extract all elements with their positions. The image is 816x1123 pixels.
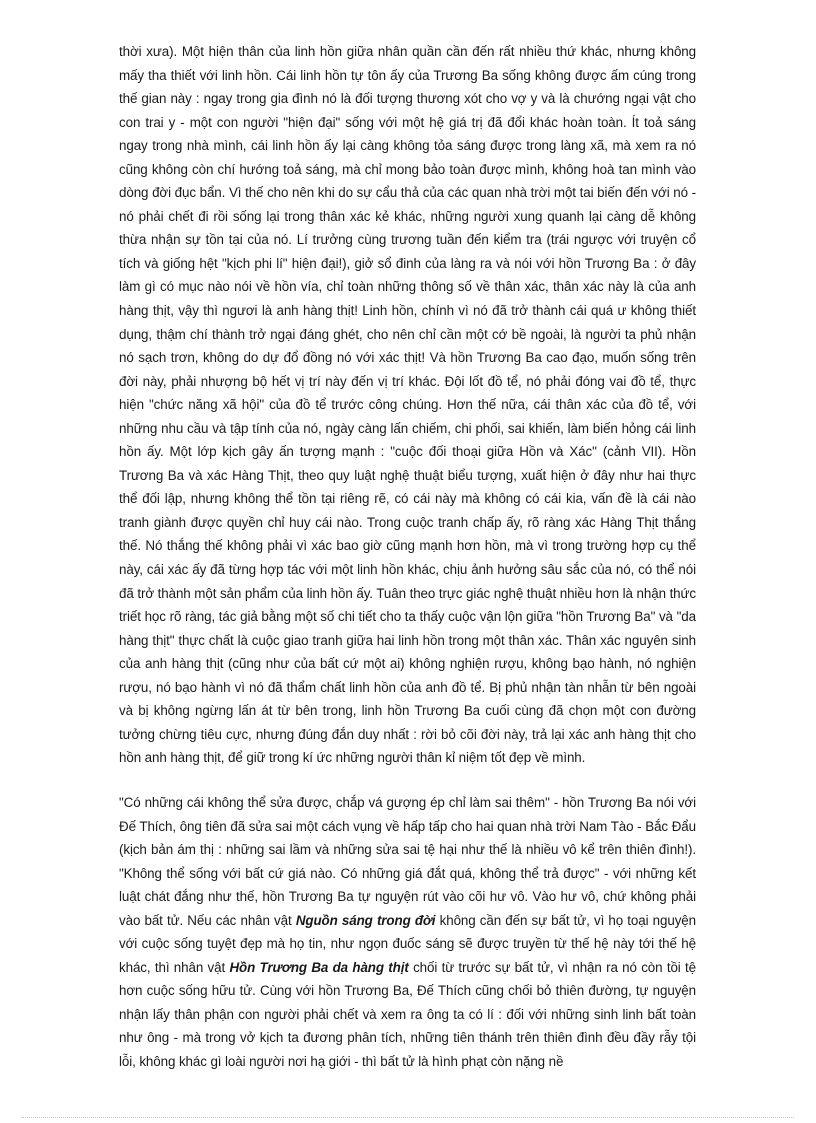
paragraph-2 — [119, 791, 696, 1074]
paragraph-2-text-a: "Có những cái không thể sửa được, chắp vá gượng ép chỉ làm sai thêm" - hồn Trương Ba nói với Đế Thích, ông tiên đã sửa sai một cách vụng về hấp tấp cho hai quan nhà trời Nam Tào - Bắc Đẩu (kịch bản ám thị : những sai lầm và những sửa sai tệ hại như thế là nhiều vô kể trên thiên đình!). "Không thể sống với bất cứ giá nào. Có những giá đắt quá, không thể trả được" - với những kết luật chát đắng như thế, hồn Trương Ba tự nguyện rút vào cõi hư vô. Vào hư vô, chứ không phải vào bất tử. Nếu các nhân vật — [119, 794, 696, 928]
paragraph-2-text-c: chối từ trước sự bất tử, vì nhận ra nó còn tồi tệ hơn cuộc sống hữu tử. Cùng với hồn Trương Ba, Đế Thích cũng chối bỏ thiên đường, tự nguyện nhận lấy thân phận con người phải chết và xem ra ông ta có lí : đối với những sinh linh bất toàn như ông - mà trong vở kịch ta đương phân tích, những tiên thánh trên thiên đình đều đầy rẫy tội lỗi, không khác gì loài người nơi hạ giới - thì bất tử là hình phạt còn nặng nề — [119, 959, 696, 1069]
page-bottom-edge — [22, 1117, 794, 1118]
work-title-hon-truong-ba: Hồn Trương Ba da hàng thịt — [229, 959, 409, 975]
document-page — [119, 40, 696, 1074]
work-title-nguon-sang-trong-doi: Nguồn sáng trong đời — [295, 912, 436, 928]
paragraph-1-text: thời xưa). Một hiện thân của linh hồn giữa nhân quần cần đến rất nhiều thứ khác, nhưng không mấy tha thiết với linh hồn. Cái linh hồn tự tôn ấy của Trương Ba sống không được ấm cúng trong thế gian này : ngay trong gia đình nó là đối tượng thương xót cho vợ y và là chướng ngại vật cho con trai y - một con người "hiện đại" sống với một hệ giá trị đã đổi khác hoàn toàn. Ít toả sáng ngay trong nhà mình, cái linh hồn ấy lại càng không tỏa sáng được trong làng xã, mà xem ra nó cũng không còn chí hướng toả sáng, mà chỉ mong bảo toàn được mình, không hoà tan mình vào dòng đời đục bẩn. Vì thế cho nên khi do sự cẩu thả của các quan nhà trời một tai biến đến với nó - nó phải chết đi rồi sống lại trong thân xác kẻ khác, những người xung quanh lại càng dễ không thừa nhận sự tồn tại của nó. Lí trưởng cùng trương tuần đến kiểm tra (trái ngược với truyện cổ tích và giống hệt "kịch phi lí" hiện đại!), giở sổ đinh của làng ra và nói với hồn Trương Ba : ở đây làm gì có mục nào nói về hồn vía, chỉ toàn những thông số về thân xác, thân xác này là của anh hàng thịt, vậy thì ngươi là anh hàng thịt! Linh hồn, chính vì nó đã trở thành cái quá ư không thiết dụng, thậm chí thành trở ngại đáng ghét, cho nên chỉ cần một cớ bề ngoài, là người ta phủ nhận nó sạch trơn, không do dự đổ đồng nó với xác thịt! Và hồn Trương Ba cao đạo, muốn sống trên đời này, phải nhượng bộ hết vị trí này đến vị trí khác. Đội lốt đồ tể, nó phải đóng vai đồ tể, thực hiện "chức năng xã hội" của đồ tể trước công chúng. Hơn thế nữa, cái thân xác của đồ tể, với những nhu cầu và tập tính của nó, ngày càng lấn chiếm, chi phối, sai khiến, làm biến hỏng cái linh hồn ấy. Một lớp kịch gây ấn tượng mạnh : "cuộc đối thoại giữa Hồn và Xác" (cảnh VII). Hồn Trương Ba và xác Hàng Thịt, theo quy luật nghệ thuật biểu tượng, xuất hiện ở đây như hai thực thể đối lập, nhưng không thể tồn tại riêng rẽ, có cái này mà không có cái kia, vấn đề là cái nào tranh giành được quyền chỉ huy cái nào. Trong cuộc tranh chấp ấy, rõ ràng xác Hàng Thịt thắng thế. Nó thắng thế không phải vì xác bao giờ cũng mạnh hơn hồn, mà vì trong trường hợp cụ thể này, cái xác ấy đã từng hợp tác với một linh hồn khác, chịu ảnh hưởng sâu sắc của nó, có thể nói đã trở thành một sản phẩm của linh hồn ấy. Tuân theo trực giác nghệ thuật nhiều hơn là nhận thức triết học rõ ràng, tác giả bằng một số chi tiết cho ta thấy cuộc vận lộn giữa "hồn Trương Ba" và "da hàng thịt" thực chất là cuộc giao tranh giữa hai linh hồn trong một thân xác. Thân xác nguyên sinh của anh hàng thịt (cũng như của bất cứ một ai) không nghiện rượu, không bạo hành, nó nghiện rượu, nó bạo hành vì nó đã thẩm chất linh hồn của anh đồ tể. Bị phủ nhận tàn nhẫn từ bên ngoài và bị không ngừng lấn át từ bên trong, linh hồn Trương Ba cuối cùng đã chọn một con đường tưởng chừng tiêu cực, nhưng đúng đắn duy nhất : rời bỏ cõi đời này, trả lại xác anh hàng thịt cho hồn anh hàng thịt, để giữ trong kí ức những người thân kỉ niệm tốt đẹp về mình. — [119, 44, 696, 766]
paragraph-1 — [119, 40, 696, 770]
paragraph-2-text-b: không cần đến sự bất tử, vì họ toại nguyện với cuộc sống tuyệt đẹp mà họ tin, như ngọn đuốc sáng sẽ được truyền từ thế hệ này tới thế hệ khác, thì nhân vật — [119, 912, 696, 975]
